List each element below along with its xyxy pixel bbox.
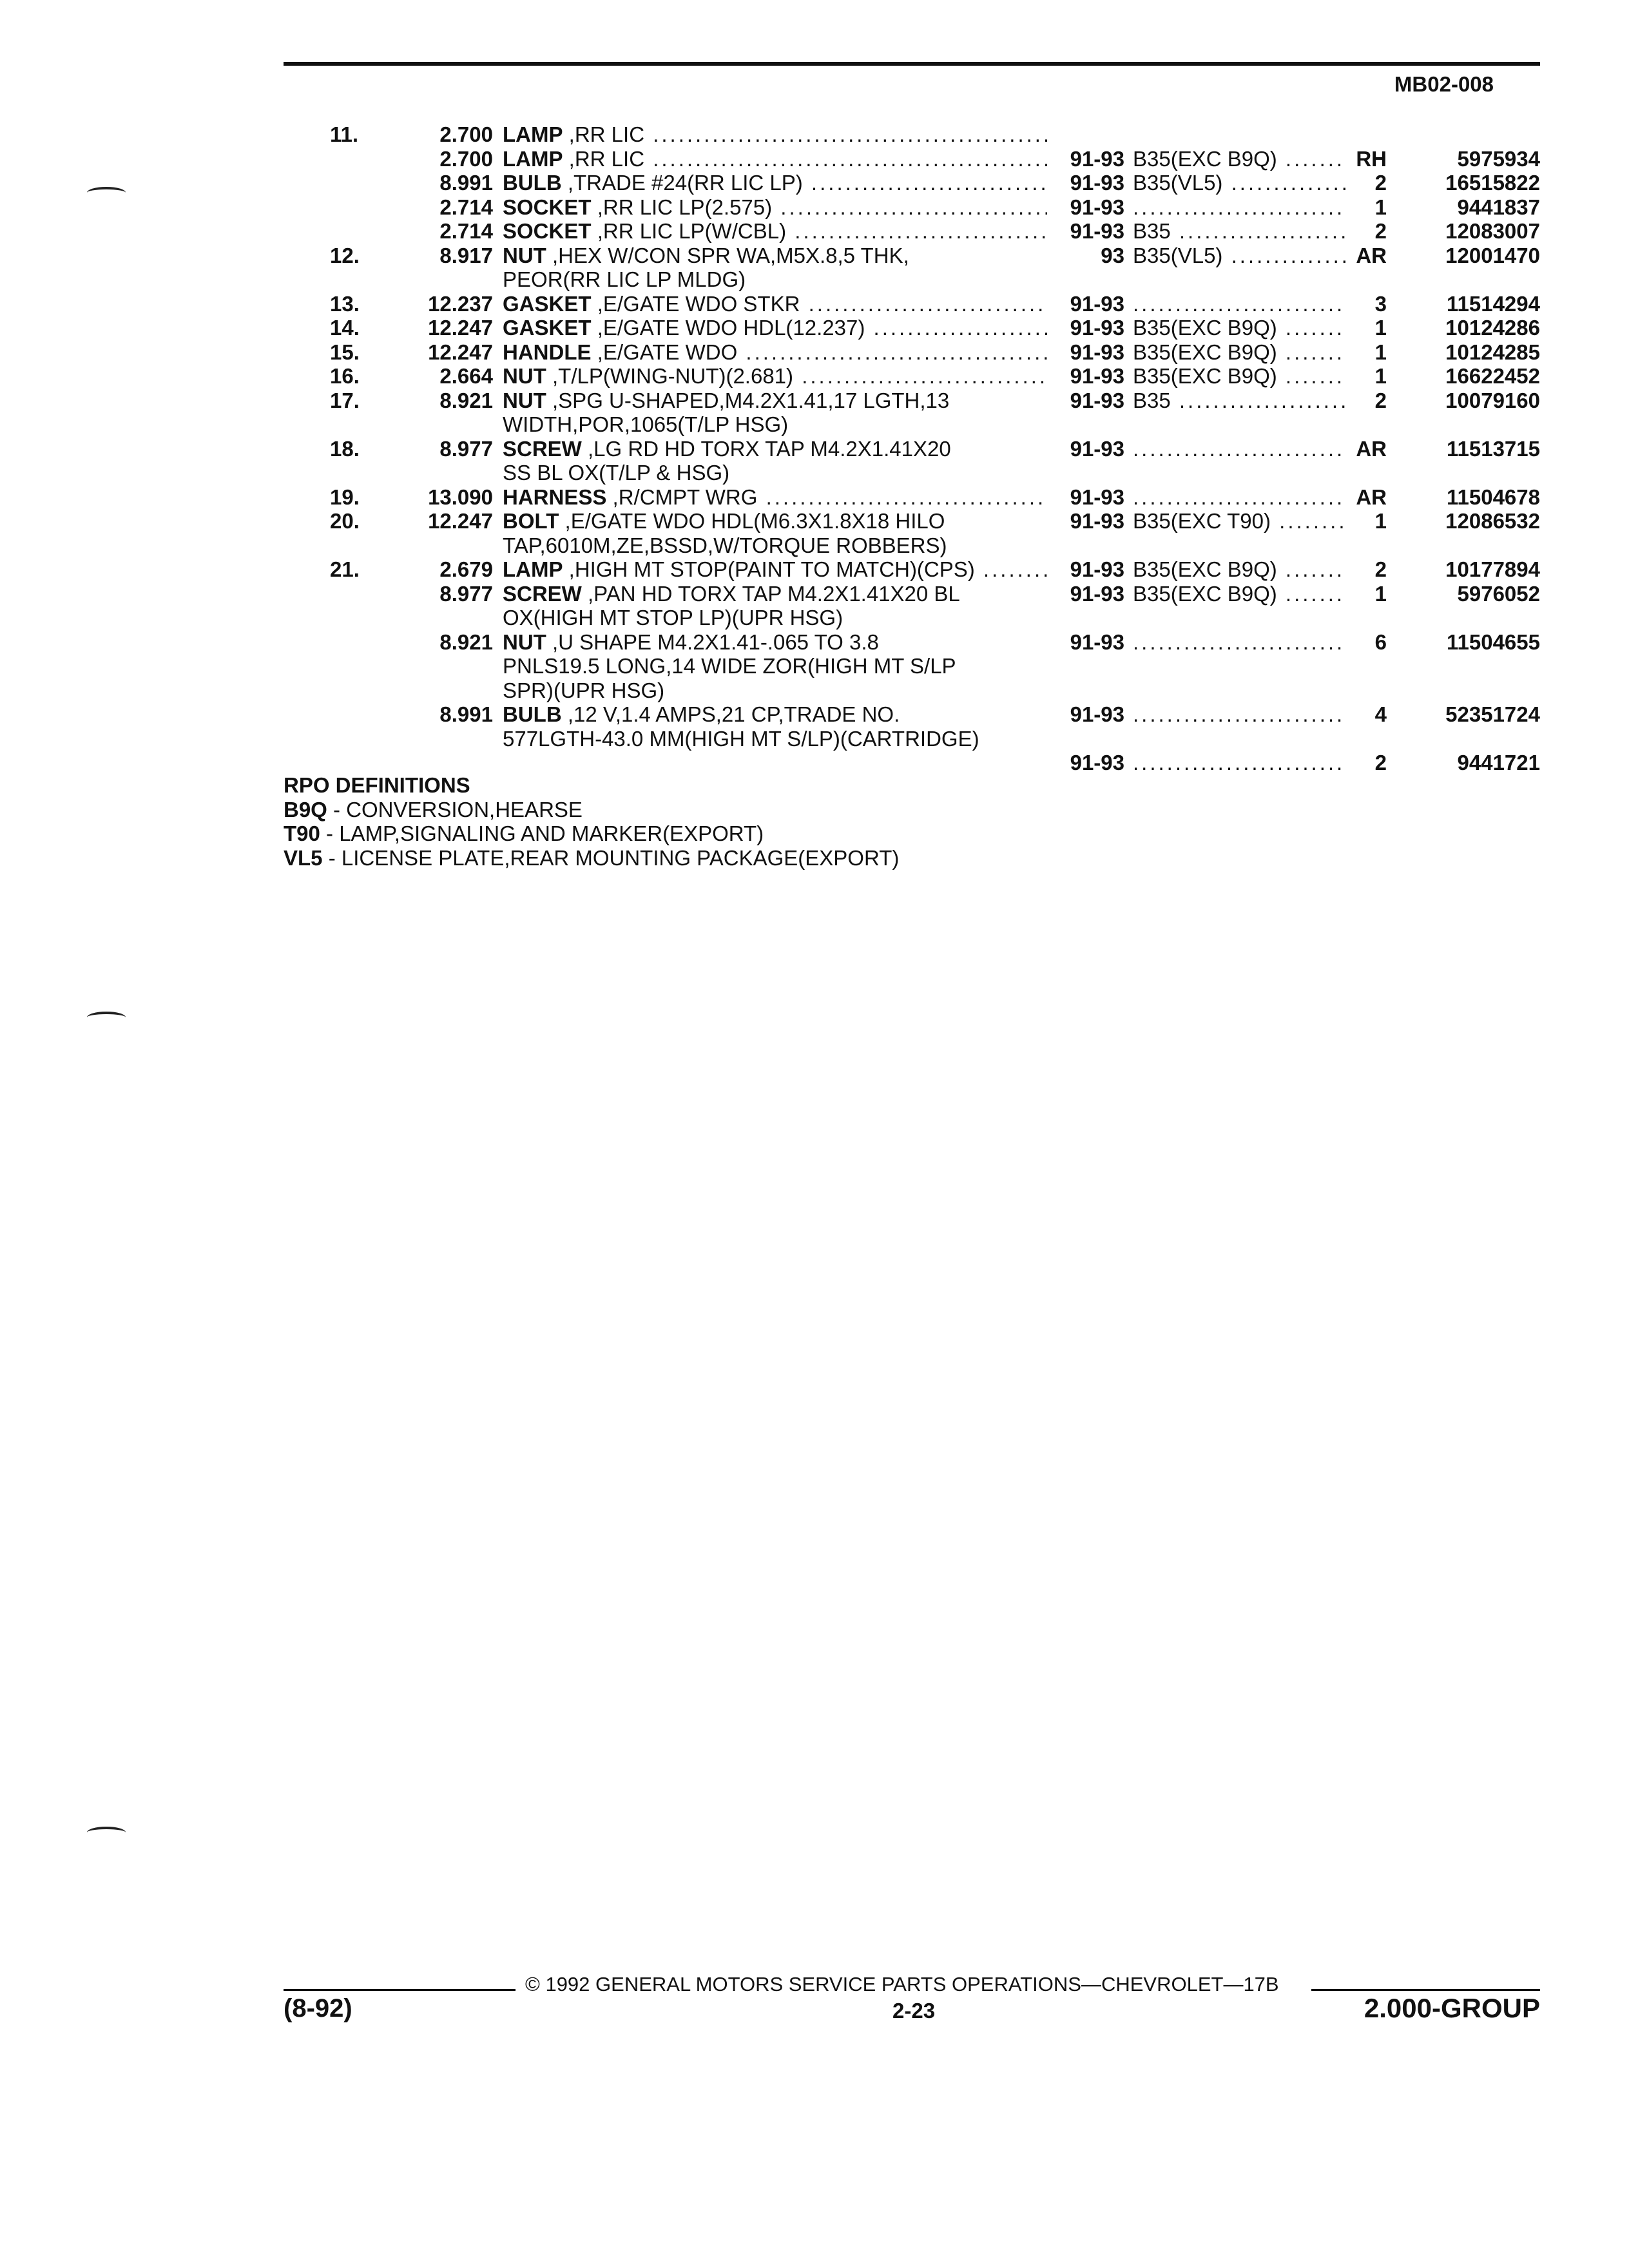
footer-date-code: (8-92) [284,1994,352,2023]
part-description [503,582,1047,630]
description-line [503,437,1047,461]
description-text: ,RR LIC LP(W/CBL) [597,219,787,243]
part-name: GASKET [503,316,592,340]
description-text: ,RR LIC LP(2.575) [597,195,773,219]
binder-hole-mark [87,187,126,198]
item-number: 18. [330,436,360,461]
group-number: 12.247 [428,316,493,340]
description-text: ,E/GATE WDO HDL(M6.3X1.8X18 HILO [564,509,945,533]
option-code: B35(EXC B9Q) ..... [1133,316,1345,340]
part-description [503,630,1047,703]
rpo-text: - CONVERSION,HEARSE [327,797,583,822]
option-code: B35(EXC T90) ..... [1133,509,1345,533]
group-number: 8.917 [439,243,493,267]
item-number: 20. [330,509,360,533]
part-number: 12083007 [1445,219,1540,243]
model-years: 91-93 [1070,146,1124,171]
part-name: GASKET [503,291,592,316]
group-number: 12.237 [428,291,493,316]
model-years: 91-93 [1070,195,1124,219]
part-number: 16622452 [1445,364,1540,388]
part-number: 11514294 [1446,291,1540,316]
part-description [503,171,1047,195]
description-line [503,557,1047,582]
description-line [503,244,1047,268]
model-years: 91-93 [1070,340,1124,364]
quantity: AR [1356,243,1387,267]
description-text: WIDTH,POR,1065(T/LP HSG) [503,412,789,436]
part-name: BOLT [503,509,559,533]
header-rule [284,62,1540,66]
group-number: 8.921 [439,388,493,412]
part-description [503,485,1047,510]
description-line [503,678,1047,703]
quantity: 2 [1374,557,1387,581]
option-code: B35 ..... [1133,389,1345,413]
rpo-definition [284,846,899,870]
description-text: ,TRADE #24(RR LIC LP) [567,171,803,195]
binder-hole-mark [87,1827,126,1838]
part-name: HANDLE [503,340,592,364]
part-description [503,437,1047,485]
quantity: 1 [1374,364,1387,388]
page-code: MB02-008 [1394,72,1494,96]
group-number: 8.921 [439,629,493,654]
quantity: 3 [1374,291,1387,316]
part-description [503,702,1047,751]
part-number: 12086532 [1445,509,1540,533]
footer-rule-right [1311,1989,1540,1991]
quantity: AR [1356,485,1387,509]
footer-group: 2.000-GROUP [1364,1993,1540,2023]
part-number: 11504655 [1446,629,1540,654]
group-number: 2.664 [439,364,493,388]
quantity: 1 [1374,316,1387,340]
description-line [503,389,1047,413]
group-number: 12.247 [428,340,493,364]
description-line [503,630,1047,655]
description-line [503,654,1047,678]
model-years: 91-93 [1070,219,1124,243]
model-years: 91-93 [1070,629,1124,654]
quantity: 2 [1374,751,1387,774]
description-line [503,195,1047,220]
quantity: 1 [1374,195,1387,219]
part-description [503,292,1047,316]
description-line [503,292,1047,316]
rpo-definition [284,798,899,822]
part-name: NUT [503,388,546,412]
description-text: PNLS19.5 LONG,14 WIDE ZOR(HIGH MT S/LP [503,654,956,678]
description-text: ,12 V,1.4 AMPS,21 CP,TRADE NO. [567,702,900,726]
part-description [503,122,1047,147]
description-text: ,LG RD HD TORX TAP M4.2X1.41X20 [588,436,951,461]
part-name: NUT [503,629,546,654]
part-number: 16515822 [1445,171,1540,195]
description-text: SPR)(UPR HSG) [503,678,665,702]
model-years: 91-93 [1070,436,1124,461]
parts-list [284,122,1540,774]
part-name: HARNESS [503,485,607,509]
description-line [503,509,1047,533]
part-description [503,195,1047,220]
model-years: 91-93 [1070,291,1124,316]
option-code: B35(EXC B9Q) ..... [1133,147,1345,171]
part-number: 12001470 [1445,243,1540,267]
option-code: B35 ..... [1133,219,1345,244]
description-line [503,267,1047,292]
description-line [503,171,1047,195]
part-name: LAMP [503,146,563,171]
item-number: 15. [330,340,360,364]
part-number: 10124286 [1445,316,1540,340]
model-years: 91-93 [1070,557,1124,581]
description-text: PEOR(RR LIC LP MLDG) [503,267,746,291]
part-description [503,244,1047,292]
quantity: AR [1356,436,1387,461]
part-name: NUT [503,243,546,267]
quantity: 1 [1374,340,1387,364]
part-name: SCREW [503,581,582,606]
rpo-code: B9Q [284,797,327,822]
description-line [503,122,1047,147]
description-text: ,E/GATE WDO HDL(12.237) [597,316,865,340]
quantity: 1 [1374,581,1387,606]
description-line [503,412,1047,437]
group-number: 12.247 [428,509,493,533]
group-number: 13.090 [428,485,493,509]
part-name: NUT [503,364,546,388]
model-years: 91-93 [1070,702,1124,726]
description-line [503,727,1047,751]
part-name: LAMP [503,557,563,581]
option-code [1133,751,1345,775]
part-number: 10079160 [1445,388,1540,412]
part-name: SCREW [503,436,582,461]
description-text: ,SPG U-SHAPED,M4.2X1.41,17 LGTH,13 [552,388,950,412]
part-number: 11513715 [1446,436,1540,461]
option-code: B35(VL5) ..... [1133,171,1345,195]
part-name: LAMP [503,122,563,146]
description-line [503,582,1047,606]
part-number: 52351724 [1445,702,1540,726]
binder-hole-mark [87,1012,126,1023]
description-line [503,340,1047,365]
group-number: 2.679 [439,557,493,581]
model-years: 91-93 [1070,364,1124,388]
option-code: B35(VL5) ..... [1133,244,1345,268]
part-number: 10124285 [1445,340,1540,364]
quantity: 4 [1374,702,1387,726]
model-years: 91-93 [1070,509,1124,533]
group-number: 2.714 [439,219,493,243]
description-line [503,316,1047,340]
description-text: ,HEX W/CON SPR WA,M5X.8,5 THK, [552,243,909,267]
description-text: 577LGTH-43.0 MM(HIGH MT S/LP)(CARTRIDGE) [503,726,979,751]
group-number: 8.991 [439,702,493,726]
part-description [503,147,1047,171]
rpo-title: RPO DEFINITIONS [284,773,470,797]
description-text: ,RR LIC [568,122,645,146]
rpo-definition [284,822,899,846]
model-years: 91-93 [1070,316,1124,340]
description-text: TAP,6010M,ZE,BSSD,W/TORQUE ROBBERS) [503,533,947,557]
item-number: 12. [330,243,360,267]
description-line [503,364,1047,389]
part-description [503,364,1047,389]
part-description [503,557,1047,582]
description-text: ,E/GATE WDO STKR [597,291,800,316]
model-years: 91-93 [1070,581,1124,606]
model-years: 91-93 [1070,171,1124,195]
part-name: BULB [503,171,562,195]
item-number: 21. [330,557,360,581]
quantity: 2 [1374,219,1387,243]
part-description [503,316,1047,340]
option-code: B35(EXC B9Q) ..... [1133,557,1345,582]
rpo-definitions [284,773,899,870]
option-code: B35(EXC B9Q) ..... [1133,364,1345,389]
item-number: 16. [330,364,360,388]
quantity: 1 [1374,509,1387,533]
quantity: 6 [1374,629,1387,654]
description-line [503,606,1047,630]
quantity: 2 [1374,388,1387,412]
part-name: SOCKET [503,195,592,219]
part-number: 9441721 [1457,751,1540,774]
description-line [503,461,1047,485]
part-name: BULB [503,702,562,726]
description-line [503,219,1047,244]
quantity: 2 [1374,171,1387,195]
description-text: ,T/LP(WING-NUT)(2.681) [552,364,794,388]
description-text: ,PAN HD TORX TAP M4.2X1.41X20 BL [588,581,960,606]
option-code: B35(EXC B9Q) ..... [1133,582,1345,606]
footer-rule-left [284,1989,516,1991]
model-years: 93 [1101,243,1124,267]
option-code: B35(EXC B9Q) ..... [1133,340,1345,365]
description-text: ,RR LIC [568,146,645,171]
part-description [503,219,1047,244]
description-text: ,R/CMPT WRG [612,485,758,509]
item-number: 13. [330,291,360,316]
description-line [503,485,1047,510]
parts-row [284,702,1540,774]
rpo-code: VL5 [284,845,323,870]
rpo-text: - LICENSE PLATE,REAR MOUNTING PACKAGE(EXPORT) [322,845,900,870]
description-line [503,533,1047,558]
part-number: 11504678 [1446,485,1540,509]
description-text: OX(HIGH MT STOP LP)(UPR HSG) [503,606,843,629]
quantity: RH [1356,146,1387,171]
description-line [503,702,1047,727]
description-line [503,147,1047,171]
part-description [503,509,1047,557]
model-years: 91-93 [1070,751,1124,774]
group-number: 8.977 [439,436,493,461]
item-number: 11. [330,122,359,146]
part-number: 9441837 [1457,195,1540,219]
footer-copyright: © 1992 GENERAL MOTORS SERVICE PARTS OPERATIONS—CHEVROLET—17B [525,1973,1279,1995]
rpo-code: T90 [284,822,320,845]
model-years: 91-93 [1070,485,1124,509]
group-number: 2.700 [439,122,493,146]
item-number: 17. [330,388,360,412]
part-number: 5976052 [1457,581,1540,606]
group-number: 2.700 [439,146,493,171]
description-text: SS BL OX(T/LP & HSG) [503,461,730,485]
item-number: 19. [330,485,360,509]
part-number: 10177894 [1445,557,1540,581]
part-number: 5975934 [1457,146,1540,171]
rpo-text: - LAMP,SIGNALING AND MARKER(EXPORT) [320,822,764,845]
part-description [503,389,1047,437]
group-number: 2.714 [439,195,493,219]
description-text: ,HIGH MT STOP(PAINT TO MATCH)(CPS) [568,557,975,581]
part-name: SOCKET [503,219,592,243]
description-text: ,U SHAPE M4.2X1.41-.065 TO 3.8 [552,629,879,654]
footer-page-number: 2-23 [892,1999,936,2023]
model-years: 91-93 [1070,388,1124,412]
group-number: 8.991 [439,171,493,195]
item-number: 14. [330,316,360,340]
parts-row [284,122,1540,171]
description-text: ,E/GATE WDO [597,340,738,364]
part-description [503,340,1047,365]
group-number: 8.977 [439,581,493,606]
